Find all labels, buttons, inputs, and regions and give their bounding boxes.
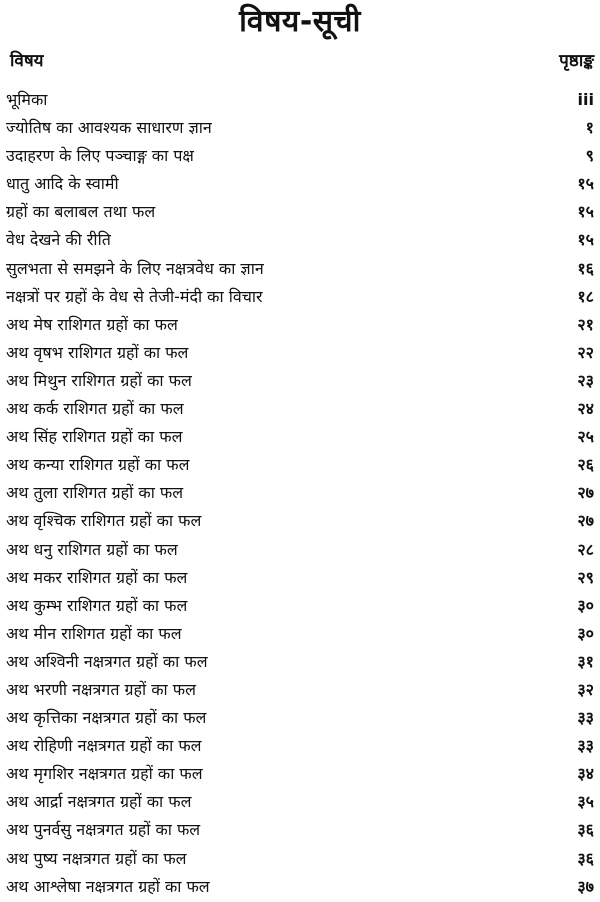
toc-entry-page-number: २४ [577,399,594,419]
toc-entry-page-number: २६ [577,455,594,475]
toc-entry [6,86,594,114]
toc-entry-title: अथ तुला राशिगत ग्रहों का फल [6,483,184,503]
toc-entry-title: अथ मृगशिर नक्षत्रगत ग्रहों का फल [6,764,203,784]
toc-entry-title: अथ भरणी नक्षत्रगत ग्रहों का फल [6,679,196,699]
toc-entry [6,255,594,283]
toc-entry-title: अथ मेष राशिगत ग्रहों का फल [6,314,178,334]
toc-entry-page-number: २५ [577,427,594,447]
toc-entry-page-number: ३७ [577,876,594,896]
toc-entry-page-number: ३१ [577,651,594,671]
toc-entry-page-number: iii [577,90,594,109]
toc-entry-title: अथ कन्या राशिगत ग्रहों का फल [6,455,190,475]
toc-entry [6,788,594,816]
toc-entry [6,142,594,170]
column-header-row [6,48,594,74]
toc-entry-page-number: २२ [577,342,594,362]
page-title: विषय-सूची [239,4,361,39]
toc-entry-page-number: २७ [577,511,594,531]
toc-entry-title: अथ पुनर्वसु नक्षत्रगत ग्रहों का फल [6,820,201,840]
table-of-contents [6,86,594,901]
toc-entry [6,283,594,311]
toc-entry [6,873,594,901]
toc-entry-title: अथ सिंह राशिगत ग्रहों का फल [6,427,183,447]
toc-entry-page-number: २३ [577,370,594,390]
toc-entry [6,170,594,198]
toc-entry-page-number: २१ [577,314,594,334]
toc-entry-title: धातु आदि के स्वामी [6,174,119,194]
toc-entry [6,479,594,507]
toc-entry [6,226,594,254]
toc-entry-page-number: ३५ [577,792,594,812]
toc-entry [6,395,594,423]
toc-entry-title: अथ वृश्चिक राशिगत ग्रहों का फल [6,511,202,531]
toc-entry-page-number: ३० [577,623,594,643]
toc-entry-page-number: १८ [577,286,594,306]
toc-entry-title: सुलभता से समझने के लिए नक्षत्रवेध का ज्ञान [6,258,264,278]
toc-entry-page-number: १५ [577,174,594,194]
toc-entry-page-number: ३० [577,595,594,615]
toc-entry [6,507,594,535]
toc-entry-page-number: ३४ [577,764,594,784]
toc-entry-page-number: ३३ [577,708,594,728]
toc-entry-page-number: ९ [585,146,594,166]
toc-entry [6,198,594,226]
toc-entry-title: अथ मिथुन राशिगत ग्रहों का फल [6,370,192,390]
toc-entry-title: भूमिका [6,90,48,109]
toc-entry-title: अथ मीन राशिगत ग्रहों का फल [6,623,182,643]
toc-entry-title: ग्रहों का बलाबल तथा फल [6,202,156,222]
toc-entry-page-number: १५ [577,230,594,250]
column-header-subject: विषय [10,51,44,71]
toc-entry-page-number: १ [585,118,594,138]
toc-entry-title: ज्योतिष का आवश्यक साधारण ज्ञान [6,118,212,138]
toc-entry-title: अथ वृषभ राशिगत ग्रहों का फल [6,342,189,362]
toc-entry-page-number: ३६ [577,820,594,840]
column-header-page: पृष्ठाङ्क [559,51,594,71]
toc-entry [6,451,594,479]
toc-entry-page-number: १६ [577,258,594,278]
toc-entry [6,648,594,676]
toc-entry [6,760,594,788]
toc-entry-title: अथ धनु राशिगत ग्रहों का फल [6,539,178,559]
toc-entry-title: अथ मकर राशिगत ग्रहों का फल [6,567,188,587]
toc-entry [6,564,594,592]
toc-entry-page-number: १५ [577,202,594,222]
toc-entry [6,536,594,564]
toc-entry [6,367,594,395]
toc-entry-title: अथ कृत्तिका नक्षत्रगत ग्रहों का फल [6,708,207,728]
toc-entry-title: अथ कुम्भ राशिगत ग्रहों का फल [6,595,188,615]
toc-entry-page-number: ३६ [577,848,594,868]
toc-entry-title: अथ अश्विनी नक्षत्रगत ग्रहों का फल [6,651,208,671]
toc-entry [6,311,594,339]
toc-entry-page-number: ३२ [577,679,594,699]
toc-entry [6,704,594,732]
toc-entry-page-number: २९ [577,567,594,587]
toc-entry [6,676,594,704]
toc-entry-title: नक्षत्रों पर ग्रहों के वेध से तेजी-मंदी का विचार [6,286,263,306]
toc-entry-title: वेध देखने की रीति [6,230,111,250]
toc-entry-title: अथ आश्लेषा नक्षत्रगत ग्रहों का फल [6,876,210,896]
toc-entry-title: अथ रोहिणी नक्षत्रगत ग्रहों का फल [6,736,202,756]
toc-entry [6,114,594,142]
toc-entry [6,845,594,873]
toc-entry-title: अथ कर्क राशिगत ग्रहों का फल [6,399,184,419]
toc-entry [6,423,594,451]
toc-entry-title: अथ आर्द्रा नक्षत्रगत ग्रहों का फल [6,792,192,812]
toc-entry [6,592,594,620]
toc-entry [6,339,594,367]
toc-entry-page-number: २८ [577,539,594,559]
toc-entry-title: उदाहरण के लिए पञ्चाङ्ग का पक्ष [6,146,194,166]
toc-entry-title: अथ पुष्य नक्षत्रगत ग्रहों का फल [6,848,187,868]
toc-entry-page-number: २७ [577,483,594,503]
toc-entry [6,732,594,760]
toc-entry [6,816,594,844]
toc-entry [6,620,594,648]
toc-entry-page-number: ३३ [577,736,594,756]
